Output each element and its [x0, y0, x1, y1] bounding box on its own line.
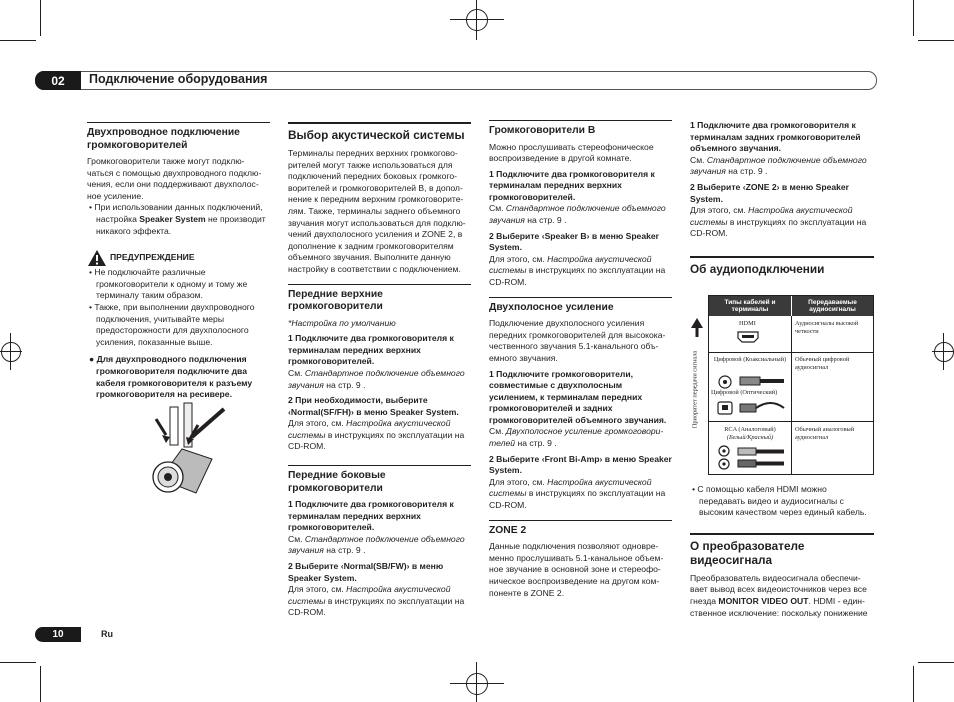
- paragraph: Данные подключения позволяют одновре-менно прослушивать 5.1-канальное объем-ное звучание в основной зоне и стереофо-ническое воспроизведение на другом ком-поненте в ZONE 2.: [489, 541, 664, 598]
- subsection-title: Громкоговорители B: [489, 120, 672, 138]
- step: 2 При необходимости, выберите ‹Normal(SF/FH)› в меню Speaker System.: [288, 395, 459, 417]
- table-cell: Цифровой (Оптический): [711, 389, 778, 396]
- paragraph: Терминалы передних верхних громкогово-рителей могут также использоваться для подключений передних боковых громкого-ворителей и громкоговорителей B, в допол-нение к передним верхним громкоговорите-лям. Также, терминалы заднего объемного звучания могут использоваться для подклю-чений двухполосного усиления и ZONE 2, в дополнение к задним громкоговорителям объемного звучания. Выполните данную настройку в соответствии с подключением.: [288, 148, 466, 274]
- step: 1 Подключите два громкоговорителя к терминалам передних верхних громкоговорителей.: [489, 168, 655, 202]
- bullet-item: • С помощью кабеля HDMI можно передавать видео и аудиосигналы с высоким качеством через единый кабель.: [692, 484, 867, 518]
- column-3: [489, 120, 672, 599]
- table-header: Передаваемые аудиосигналы: [792, 296, 873, 316]
- reference: См. Стандартное подключение объемного звучания на стр. 9 .: [489, 203, 666, 226]
- crop-mark: [918, 662, 954, 663]
- reference: Для этого, см. Настройка акустической системы в инструкциях по эксплуатации на CD-ROM.: [288, 418, 465, 452]
- warning-label: ПРЕДУПРЕЖДЕНИЕ: [110, 252, 195, 263]
- reference: Для этого, см. Настройка акустической системы в инструкциях по эксплуатации на CD-ROM.: [489, 476, 666, 511]
- step: 1 Подключите два громкоговорителя к терминалам задних громкоговорителей объемного звучания.: [690, 120, 861, 154]
- rca-jack-icon: [717, 445, 731, 471]
- crop-mark: [40, 0, 41, 36]
- chapter-number: 02: [35, 71, 81, 90]
- step: 1 Подключите громкоговорители, совместимые с двухполосным усилением, к терминалам передних громкоговорителей и задних громкоговорителей объемного звучания.: [489, 368, 667, 425]
- reference: См. Стандартное подключение объемного звучания на стр. 9 .: [690, 154, 867, 177]
- column-4: [690, 120, 874, 276]
- crop-mark: [40, 666, 41, 702]
- page-language: Ru: [101, 629, 113, 639]
- page-number: 10: [35, 627, 81, 642]
- reference: См. Стандартное подключение объемного звучания на стр. 9 .: [288, 367, 465, 390]
- paragraph: Преобразователь видеосигнала обеспечи-вает вывод всех видеоисточников через все гнезда MONITOR VIDEO OUT. HDMI - един-ственное исключение: поскольку понижение: [690, 572, 868, 618]
- step: 1 Подключите два громкоговорителя к терминалам передних верхних громкоговорителей.: [288, 499, 454, 533]
- rca-plug-icon: [737, 446, 785, 470]
- speaker-terminal-illustration: [140, 397, 228, 505]
- warning-icon: [87, 249, 107, 267]
- section-title: Об аудиоподключении: [690, 256, 874, 276]
- table-cell: Аудиосигналы высокой четкости: [795, 320, 859, 335]
- optical-icon: [717, 401, 733, 415]
- subsection-title: Двухполосное усиление: [489, 297, 672, 315]
- hdmi-icon: [737, 330, 759, 344]
- subsection-title: Передние верхние громкоговорители: [288, 284, 471, 314]
- table-cell: HDMI: [739, 320, 756, 327]
- crop-mark: [0, 662, 36, 663]
- registration-mark: [466, 673, 488, 695]
- bullet-item: • Не подключайте различные громкоговорители к одному и тому же терминалу таким образом.: [89, 267, 248, 301]
- reference: См. Стандартное подключение объемного звучания на стр. 9 .: [288, 533, 465, 556]
- column-4-lower: [690, 484, 874, 619]
- audio-connection-table: [708, 295, 874, 475]
- coaxial-plug-icon: [739, 374, 785, 388]
- optical-plug-icon: [739, 400, 785, 416]
- registration-mark: [466, 9, 488, 31]
- priority-label: Приоритет передачи сигнала: [691, 350, 699, 429]
- crop-mark: [0, 40, 36, 41]
- bullet-item: • Также, при выполнении двухпроводного подключения, учитывайте меры предосторожности для двухполосного усиления, показанные выше.: [89, 301, 255, 347]
- column-1: [87, 122, 270, 401]
- subsection-title: ZONE 2: [489, 520, 672, 538]
- paragraph: Громкоговорители также могут подклю-чаться с помощью двухпроводного подклю-чения, если они поддерживают двухполос-ное усиление.: [87, 156, 262, 201]
- table-header: Типы кабелей и терминалы: [709, 296, 792, 316]
- section-title: О преобразователе видеосигнала: [690, 533, 874, 567]
- column-2: [288, 122, 471, 619]
- table-cell: (Белый/Красный): [726, 434, 774, 441]
- default-note: *Настройка по умолчанию: [288, 317, 396, 328]
- reference: См. Двухполосное усиление громкоговори-телей на стр. 9 .: [489, 426, 664, 449]
- registration-mark: [1, 342, 21, 362]
- paragraph: Подключение двухполосного усиления передних громкоговорителей для высокока-чественного звучания 5.1-канального объ-емного звучания.: [489, 318, 666, 363]
- step: 2 Выберите ‹Front Bi-Amp› в меню Speaker System.: [489, 453, 672, 476]
- coaxial-icon: [717, 374, 733, 390]
- reference: Для этого, см. Настройка акустической системы в инструкциях по эксплуатации на CD-ROM.: [690, 205, 867, 239]
- step: 2 Выберите ‹Normal(SB/FW)› в меню Speaker System.: [288, 561, 444, 583]
- step: 2 Выберите ‹Speaker B› в меню Speaker System.: [489, 230, 660, 253]
- section-title: Выбор акустической системы: [288, 122, 471, 142]
- table-cell: RCA (Аналоговый): [724, 426, 776, 433]
- bullet-item: • При использовании данных подключений, настройка Speaker System не производит никакого эффекта.: [89, 202, 266, 236]
- crop-mark: [913, 666, 914, 702]
- table-cell: Цифровой (Коаксиальный): [713, 356, 787, 363]
- reference: Для этого, см. Настройка акустической системы в инструкциях по эксплуатации на CD-ROM.: [288, 584, 465, 618]
- registration-mark: [934, 342, 954, 362]
- warning-heading: [87, 249, 270, 267]
- step: 2 Выберите ‹ZONE 2› в меню Speaker System.: [690, 181, 850, 204]
- subsection-title: Передние боковые громкоговорители: [288, 465, 471, 495]
- crop-mark: [913, 0, 914, 36]
- table-cell: Обычный цифровой аудиосигнал: [795, 356, 850, 371]
- paragraph: Можно прослушивать стереофоническое воспроизведение в другой комнате.: [489, 141, 654, 164]
- step: 1 Подключите два громкоговорителя к терминалам передних верхних громкоговорителей.: [288, 333, 454, 367]
- reference: Для этого, см. Настройка акустической системы в инструкциях по эксплуатации на CD-ROM.: [489, 253, 666, 288]
- chapter-title: Подключение оборудования: [89, 72, 268, 86]
- table-cell: Обычный аналоговый аудиосигнал: [795, 426, 855, 441]
- section-title: Двухпроводное подключение громкоговорителей: [87, 122, 270, 152]
- crop-mark: [918, 40, 954, 41]
- bold-bullet-item: ● Для двухпроводного подключения громкоговорителя подключите два кабеля громкоговорителя к разъему громкоговорителя на ресивере.: [89, 354, 253, 400]
